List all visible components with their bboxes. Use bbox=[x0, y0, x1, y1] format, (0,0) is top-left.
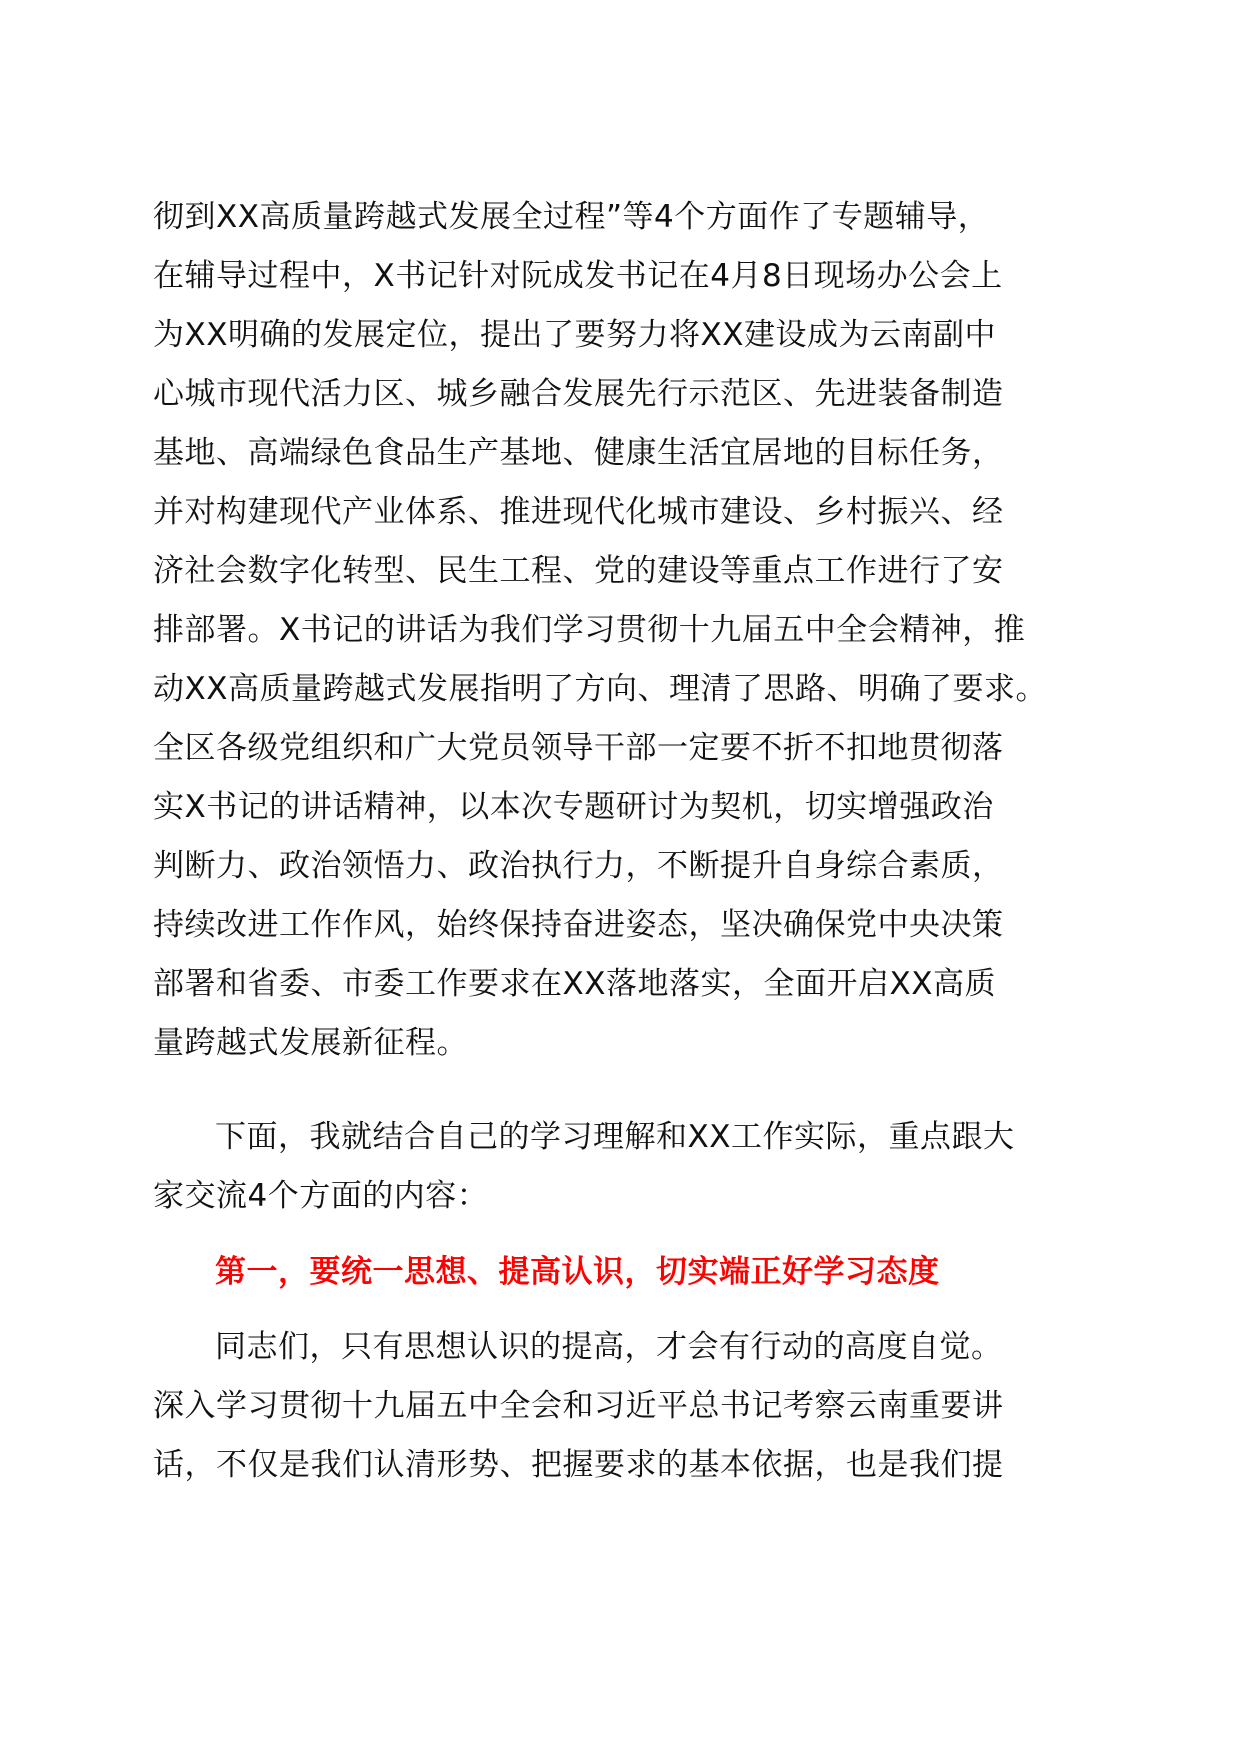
paragraph-line: 心城市现代活力区、城乡融合发展先行示范区、先进装备制造 bbox=[153, 376, 1004, 412]
paragraph-line: 家交流4个方面的内容： bbox=[153, 1178, 489, 1214]
paragraph-line: 部署和省委、市委工作要求在XX落地落实，全面开启XX高质 bbox=[153, 966, 996, 1002]
paragraph-line: 在辅导过程中，X书记针对阮成发书记在4月8日现场办公会上 bbox=[153, 258, 1003, 294]
paragraph-1 bbox=[153, 188, 1093, 1073]
paragraph-line: 并对构建现代产业体系、推进现代化城市建设、乡村振兴、经 bbox=[153, 494, 1004, 530]
paragraph-line: 动XX高质量跨越式发展指明了方向、理清了思路、明确了要求。 bbox=[153, 671, 1047, 707]
paragraph-line: 全区各级党组织和广大党员领导干部一定要不折不扣地贯彻落 bbox=[153, 730, 1004, 766]
paragraph-line: 彻到XX高质量跨越式发展全过程”等4个方面作了专题辅导， bbox=[153, 199, 990, 235]
paragraph-line: 为XX明确的发展定位，提出了要努力将XX建设成为云南副中 bbox=[153, 317, 996, 353]
paragraph-line: 量跨越式发展新征程。 bbox=[153, 1025, 468, 1061]
paragraph-line: 同志们，只有思想认识的提高，才会有行动的高度自觉。 bbox=[215, 1329, 1003, 1365]
paragraph-2 bbox=[153, 1108, 1093, 1226]
paragraph-line: 持续改进工作作风，始终保持奋进姿态，坚决确保党中央决策 bbox=[153, 907, 1004, 943]
paragraph-line: 实X书记的讲话精神，以本次专题研讨为契机，切实增强政治 bbox=[153, 789, 994, 825]
paragraph-line: 排部署。X书记的讲话为我们学习贯彻十九届五中全会精神，推 bbox=[153, 612, 1026, 648]
heading-1: 第一，要统一思想、提高认识，切实端正好学习态度 bbox=[215, 1254, 940, 1290]
paragraph-line: 话，不仅是我们认清形势、把握要求的基本依据，也是我们提 bbox=[153, 1447, 1004, 1483]
paragraph-line: 深入学习贯彻十九届五中全会和习近平总书记考察云南重要讲 bbox=[153, 1388, 1004, 1424]
section-heading bbox=[153, 1243, 1093, 1302]
paragraph-3 bbox=[153, 1318, 1093, 1495]
paragraph-line: 判断力、政治领悟力、政治执行力，不断提升自身综合素质， bbox=[153, 848, 1004, 884]
paragraph-line: 济社会数字化转型、民生工程、党的建设等重点工作进行了安 bbox=[153, 553, 1004, 589]
paragraph-line: 基地、高端绿色食品生产基地、健康生活宜居地的目标任务， bbox=[153, 435, 1004, 471]
paragraph-line: 下面，我就结合自己的学习理解和XX工作实际，重点跟大 bbox=[215, 1119, 1015, 1155]
